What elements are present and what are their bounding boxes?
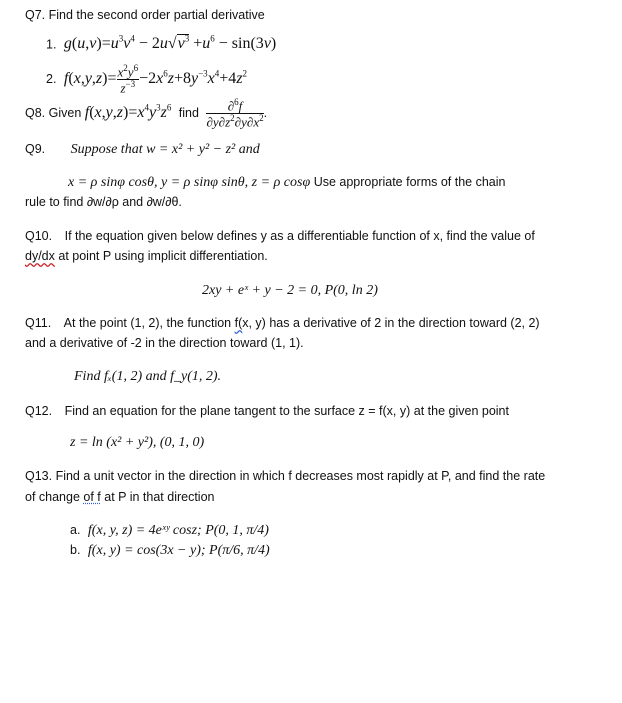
q12-surface: z = ln (x² + y²), (0, 1, 0) (70, 435, 205, 450)
q11-line-2: and a derivative of -2 in the direction toward (1, 1). (25, 336, 304, 350)
q13-part-b (70, 543, 270, 559)
q11-text-1b: x, y) has a derivative of 2 in the direction toward (2, 2) (242, 316, 540, 330)
q8-label: Q8. Given (25, 105, 82, 120)
q7-item-1 (46, 34, 276, 53)
q13-part-a-expression: f(x, y, z) = 4eˣʸ cosz; P(0, 1, π/4) (87, 523, 269, 538)
q9-intro: Suppose that w = x² + y² − z² and (70, 142, 260, 157)
q10-text-1: If the equation given below defines y as a differentiable function of x, find the value of (64, 229, 535, 243)
q9-substitutions: x = ρ sinφ cosθ, y = ρ sinφ sinθ, z = ρ cosφ (68, 175, 311, 190)
q10-equation: 2xy + eˣ + y − 2 = 0, P(0, ln 2) (202, 283, 378, 298)
q10-label: Q10. (25, 229, 53, 243)
q12-line-1 (25, 404, 509, 418)
q12-text: Find an equation for the plane tangent to the surface z = f(x, y) at the given point (64, 404, 509, 418)
q12-label: Q12. (25, 404, 53, 418)
q13-text-2c: at P in that direction (100, 490, 215, 504)
q10-text-2: at point P using implicit differentiation. (54, 249, 268, 263)
q13-part-a (70, 523, 269, 539)
q10-line-1 (25, 229, 535, 243)
q11-find: Find fₓ(1, 2) and f_y(1, 2). (74, 369, 222, 384)
q8-find: find (178, 105, 199, 120)
q9-tail: Use appropriate forms of the chain (310, 175, 506, 189)
q7-heading: Q7. Find the second order partial derivative (25, 8, 265, 22)
q11-line-1 (25, 316, 540, 330)
q11-function-name: f( (234, 316, 243, 330)
q13-part-a-number: a. (70, 523, 81, 537)
q10-dydx: dy/dx (25, 249, 55, 263)
q11-label: Q11. (25, 316, 52, 330)
q13-of-f: of f (83, 490, 101, 504)
q13-line-1: Q13. Find a unit vector in the direction in which f decreases most rapidly at P, and find the rate (25, 469, 546, 483)
q9-line-3: rule to find ∂w/∂ρ and ∂w/∂θ. (25, 195, 182, 209)
q9-line-1 (25, 142, 260, 158)
q7-item-2-expression: f(x,y,z)= $\frac{x^2y^6}{z^{-3}}$ $-2x^6z+8y^{-3}x^4+4z^2$ (63, 63, 248, 96)
q7-item-2 (46, 64, 247, 95)
q8-given-function: $f(x,y,z)=x^4y^3z^6$ (84, 102, 172, 121)
q9-line-2 (68, 175, 505, 191)
q13-part-b-expression: f(x, y) = cos(3x − y); P(π/6, π/4) (87, 543, 270, 558)
q13-text-2a: of change (25, 490, 84, 504)
q8-line: Q8. Given $f(x,y,z)=x^4y^3z^6$ find $\frac{\partial^6f}{\partial y\partial z^2\partial y\partial x^2}$ . (25, 97, 268, 130)
q10-line-2 (25, 249, 268, 263)
q13-part-b-number: b. (70, 543, 81, 557)
q7-item-1-number: 1. (46, 37, 57, 52)
q7-item-1-expression: $g(u,v)=u^3v^4 - 2u√v^3 +u^6 - \sin(3v)$ (63, 34, 277, 53)
q9-label: Q9. (25, 142, 46, 156)
q11-text-1a: At the point (1, 2), the function (63, 316, 235, 330)
q13-line-2 (25, 490, 215, 504)
q7-item-2-number: 2. (46, 72, 57, 87)
q8-target-derivative: $\frac{\partial^6f}{\partial y\partial z^2\partial y\partial x^2}$ (206, 97, 264, 130)
